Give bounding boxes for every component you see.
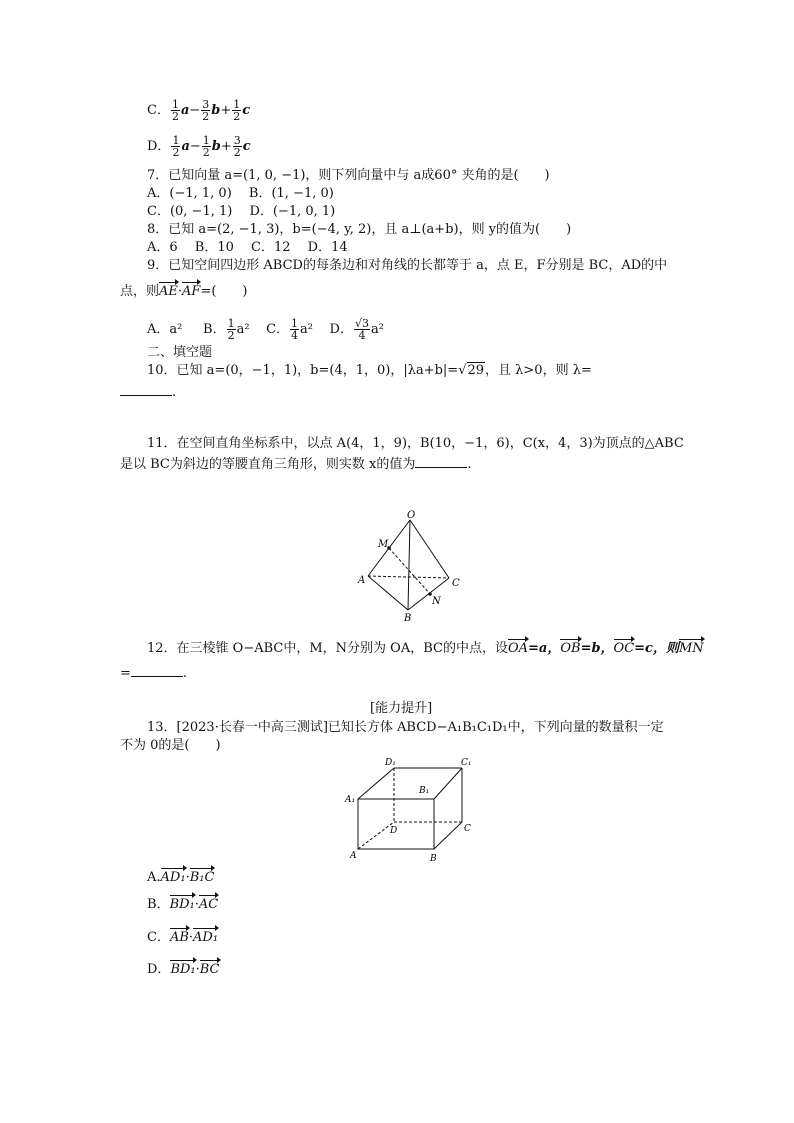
label-b: B [404, 613, 412, 623]
cuboid-figure [340, 755, 490, 865]
vector-af: AF [182, 284, 201, 299]
label-n: N [432, 596, 441, 607]
vector-oa: OA [507, 641, 529, 656]
q13-option-c: C．AB·AD₁ [147, 930, 219, 945]
section-title-advanced: [能力提升] [370, 701, 433, 716]
q7-stem: 7．已知向量 a=(1, 0, −1)，则下列向量中与 a成60° 夹角的是( ) [147, 168, 550, 183]
q9-stem-line1: 9．已知空间四边形 ABCD的每条边和对角线的长都等于 a，点 E，F分别是 BC，AD的中 [147, 258, 668, 273]
q7-options-cd: C．(0, −1, 1) D．(−1, 0, 1) [147, 204, 336, 219]
q9-stem-line2: 点，则AE·AF=( ) [120, 284, 248, 299]
vector-ae: AE [159, 284, 178, 299]
fraction: $\frac{1}{2}$ [172, 134, 180, 159]
label-c: C [464, 824, 471, 834]
q13-line1: 13．[2023·长春一中高三测试]已知长方体 ABCD−A₁B₁C₁D₁中，下列向量的数量积一定 [147, 720, 664, 735]
q10-line2: . [120, 383, 176, 401]
q13-option-a: A.AD₁·B₁C [147, 870, 215, 885]
fraction: $\frac{3}{2}$ [202, 98, 210, 123]
label-o: O [407, 510, 416, 521]
label-d1: D₁ [385, 758, 396, 768]
label-m: M [378, 539, 389, 550]
vector-oc: OC [613, 641, 635, 656]
answer-blank[interactable] [131, 664, 183, 677]
q11-line1: 11．在空间直角坐标系中，以点 A(4，1，9)，B(10，−1，6)，C(x，4，3)为顶点的△ABC [147, 436, 684, 451]
q13-option-b: B．BD₁·AC [147, 897, 219, 912]
q9-options: A．a² B． $\frac{1}{2}$ a² C． $\frac{1}{4}$ a² D． $\frac{√3}{4}$ a² [147, 317, 384, 342]
fraction: $\frac{3}{2}$ [233, 134, 241, 159]
label-a1: A₁ [345, 795, 356, 805]
fraction: $\frac{1}{2}$ [202, 134, 210, 159]
q11-line2: 是以 BC为斜边的等腰直角三角形，则实数 x的值为 . [120, 457, 472, 472]
tetrahedron-figure [350, 508, 470, 623]
label-b: B [430, 854, 437, 864]
answer-blank[interactable] [120, 383, 172, 396]
label-c: C [452, 578, 460, 589]
fraction: $\frac{1}{2}$ [233, 98, 241, 123]
section-title-fill-in: 二、填空题 [147, 345, 213, 360]
label-c1: C₁ [461, 758, 472, 768]
q12-line1: 12．在三棱锥 O−ABC中，M，N分别为 OA，BC的中点，设OA=a，OB=b，OC=c，则MN [147, 641, 704, 656]
label-d: D [390, 826, 398, 836]
q6-option-d: D． $\frac{1}{2}$ a− $\frac{1}{2}$ b+ $\frac{3}{2}$ c [147, 134, 251, 159]
fraction: $\frac{1}{2}$ [171, 98, 179, 123]
q13-line2: 不为 0的是( ) [120, 738, 221, 753]
q6-option-c: C． $\frac{1}{2}$ a− $\frac{3}{2}$ b+ $\frac{1}{2}$ c [147, 98, 251, 123]
q7-options-ab: A．(−1, 1, 0) B．(1, −1, 0) [147, 186, 334, 201]
q10-line1: 10．已知 a=(0，−1，1)，b=(4，1，0)，|λa+b|=√29，且 λ>0，则 λ= [147, 363, 592, 378]
label-a: A [358, 575, 366, 586]
label-a: A [350, 851, 357, 861]
vector-ob: OB [560, 641, 581, 656]
q12-line2: = . [120, 666, 188, 681]
answer-blank[interactable] [415, 455, 467, 468]
q8-stem: 8．已知 a=(2, −1, 3)，b=(−4, y, 2)，且 a⊥(a+b)，则 y的值为( ) [147, 222, 572, 237]
vector-mn: MN [678, 641, 704, 656]
label-b1: B₁ [419, 786, 430, 796]
q8-options: A．6 B．10 C．12 D．14 [147, 240, 348, 255]
q13-option-d: D．BD₁·BC [147, 962, 220, 977]
